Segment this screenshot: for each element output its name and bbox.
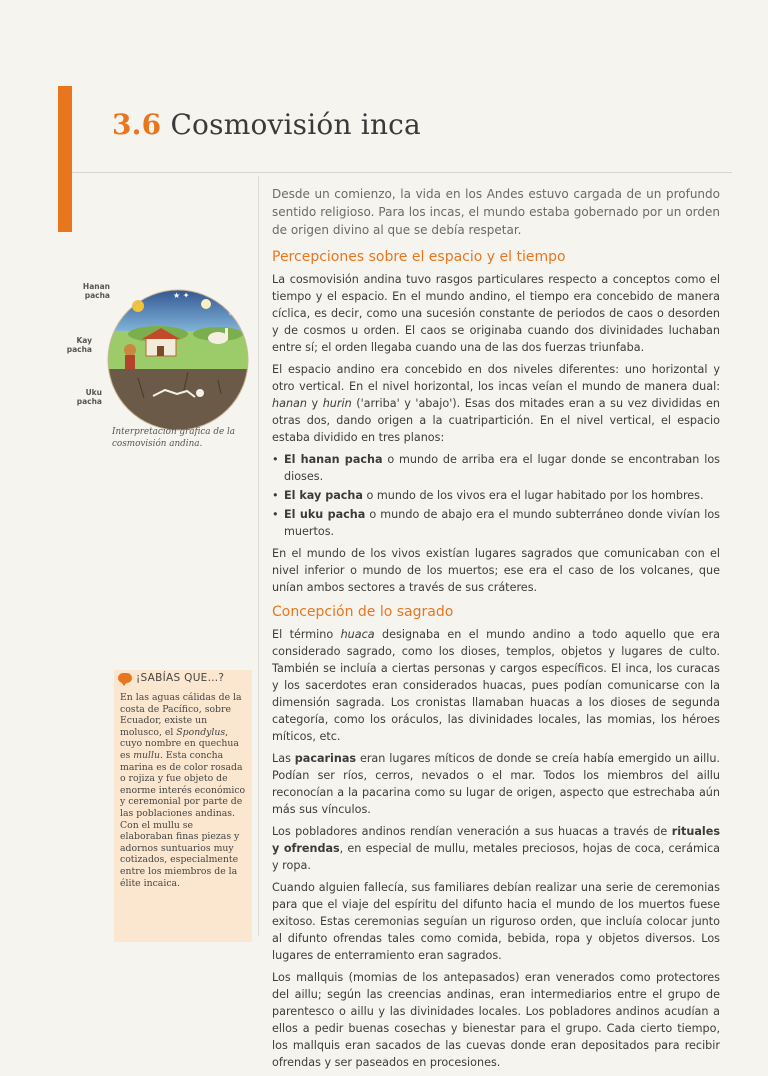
did-you-know-box [114,670,252,942]
list-item [272,487,720,504]
section-heading-sacred: Concepción de lo sagrado [272,604,454,620]
text-run: designaba en el mundo andino a todo aquello que era considerado sagrado, como los dioses, templos, objetos y lugares de culto. También se incluía a ciertas personas y cargos específicos. El inca, los curacas y los sacerdotes eran considerados huacas, pues podían comunicarse con la dimensión sagrada. Los cronistas llamaban huacas a los dioses de segunda categoría, como los oráculos, las divinidades locales, las momias, los héroes míticos, etc. [272,628,720,743]
paragraph: Cuando alguien fallecía, sus familiares debían realizar una serie de ceremonias para que el viaje del espíritu del difunto hacia el mundo de los muertos fuese exitoso. Estas ceremonias seguían un riguroso orden, que incluía colocar junto al difunto ofrendas tales como comida, bebida, ropa y objetos diversos. Los lugares de enterramiento eran sagrados. [272,881,720,962]
term-hurin: hurin [322,397,352,410]
main-column [272,185,720,1076]
column-divider [258,176,259,936]
section-heading-space-time: Percepciones sobre el espacio y el tiempo [272,249,566,265]
label-kay-pacha: Kay pacha [66,336,92,354]
term-huaca: huaca [340,628,375,641]
planes-list [272,451,720,540]
text-run: Las [272,752,295,765]
text-run: Los pobladores andinos rendían veneración a sus huacas a través de [272,825,672,838]
text-run: El término [272,628,341,641]
svg-text:✦: ✦ [228,311,234,318]
sidebar-text-part: . Esta concha marina es de color rosada o rojiza y fue objeto de enorme interés económico y ceremonial por parte de las poblaciones andinas. Con el mullu se elaboraban finas piezas y adornos suntuarios muy cotizados, especialmente entre los miembros de la élite incaica. [120,749,246,889]
paragraph: En el mundo de los vivos existían lugares sagrados que comunicaban con el nivel inferior o mundo de los muertos; ese era el caso de los volcanes, que unían ambos sectores a través de sus cráteres. [272,547,720,594]
list-term: El hanan pacha [284,453,383,466]
intro-paragraph: Desde un comienzo, la vida en los Andes estuvo cargada de un profundo sentido religioso. Para los incas, el mundo estaba gobernado por un orden de origen divino al que se debía respetar. [272,187,720,237]
term-hanan: hanan [272,397,307,410]
paragraph [272,361,720,446]
svg-text:★ ✦: ★ ✦ [173,291,190,300]
term-rituales: rituales y ofrendas [272,825,720,855]
species-name: Spondylus [176,726,226,738]
page-title [112,108,421,141]
list-item [272,506,720,540]
list-term: El uku pacha [284,508,366,521]
section-number: 3.6 [112,108,162,141]
list-text: o mundo de abajo era el mundo subterráneo donde vivían los muertos. [284,508,721,538]
paragraph [272,626,720,745]
text-run: y [306,397,323,410]
term-pacarinas: pacarinas [294,752,357,765]
paragraph: La cosmovisión andina tuvo rasgos particulares respecto a conceptos como el tiempo y el espacio. En el mundo andino, el tiempo era concebido de manera cíclica, es decir, como una sucesión constante de periodos de caos o desorden y de cosmos u orden. El caos se originaba cuando dos divinidades luchaban entre sí; el orden llegaba cuando una de las dos fuerzas triunfaba. [272,273,720,354]
paragraph [272,750,720,818]
figure-caption: Interpretación gráfica de la cosmovisión andina. [112,427,236,449]
list-text: o mundo de los vivos era el lugar habitado por los hombres. [362,489,704,502]
sidebar-title: ¡SABÍAS QUE…? [136,672,225,684]
speech-bubble-icon [118,673,132,683]
sidebar-text-part: En las aguas cálidas de la costa de Pacífico, sobre Ecuador, existe un molusco, el [120,692,242,738]
label-uku-pacha: Uku pacha [76,388,102,406]
paragraph [272,823,720,874]
accent-bar [58,86,72,232]
list-item [272,451,720,485]
sidebar-header [118,672,224,684]
list-text: o mundo de arriba era el lugar donde se encontraban los dioses. [284,453,720,483]
label-hanan-pacha: Hanan pacha [82,282,110,300]
list-term: El kay pacha [284,489,363,502]
text-run: El espacio andino era concebido en dos niveles diferentes: uno horizontal y otro vertical. En el nivel horizontal, los incas veían el mundo de manera dual: [272,363,720,393]
sidebar-text-part: , cuyo nombre en quechua es [120,726,239,761]
quechua-term: mullu [133,749,160,761]
text-run: , en especial de mullu, metales preciosos, hojas de coca, cerámica y ropa. [272,842,720,872]
sidebar-text [120,692,248,889]
title-divider [72,172,732,173]
paragraph: Los mallquis (momias de los antepasados) eran venerados como protectores del aillu; según las creencias andinas, eran intermediarios entre el grupo de parentesco o aillu y las divinidades locales. Los pobladores andinos acudían a ellos a pedir buenas cosechas y bienestar para el grupo. Cada cierto tiempo, los mallquis eran sacados de las cuevas donde eran depositados para recibir ofrendas y ser paseados en procesiones. [272,971,720,1069]
section-title: Cosmovisión inca [170,108,421,141]
text-run: eran lugares míticos de donde se creía había emergido un aillu. Podían ser ríos, cerros, nevados o el mar. Todos los miembros del aillu reconocían a la pacarina como su lugar de origen, aspecto que estrechaba aún más sus vínculos. [272,752,720,816]
text-run: ('arriba' y 'abajo'). Esas dos mitades eran a su vez divididas en otras dos, dando origen a la cuatripartición. En el nivel vertical, el espacio estaba dividido en tres planos: [272,397,721,444]
